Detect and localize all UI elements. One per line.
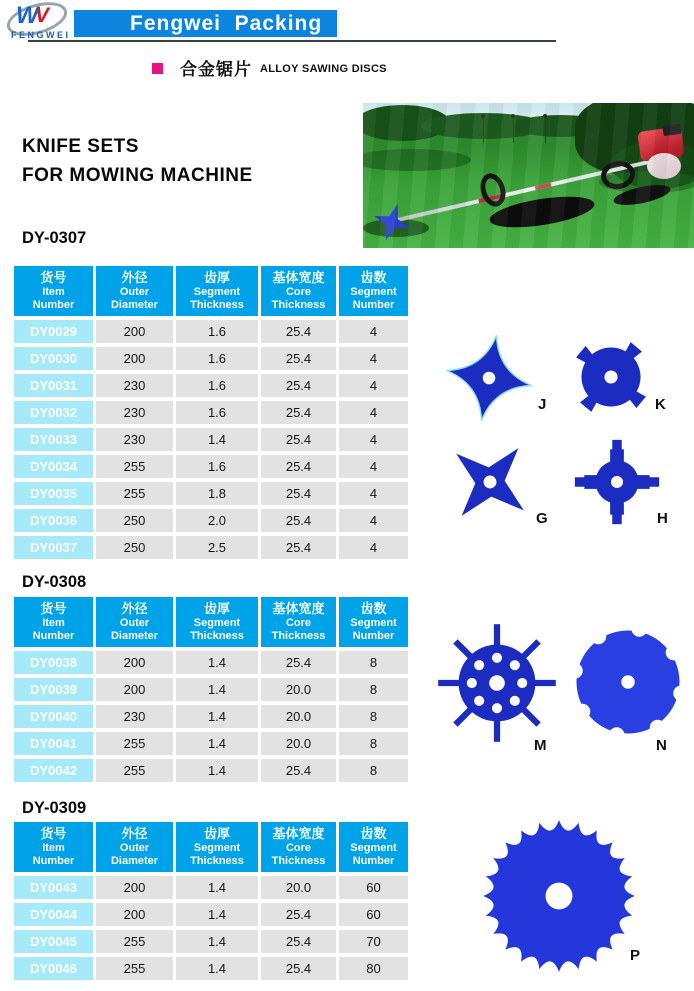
photo-grass-shadow bbox=[363, 149, 471, 171]
cell-value: 255 bbox=[96, 455, 173, 478]
cell-value: 255 bbox=[96, 482, 173, 505]
cell-value: 200 bbox=[96, 678, 173, 701]
spec-table-dy0308 bbox=[14, 597, 408, 782]
cell-value: 1.6 bbox=[176, 320, 258, 343]
cell-value: 1.8 bbox=[176, 482, 258, 505]
cell-value: 25.4 bbox=[261, 320, 336, 343]
cell-value: 200 bbox=[96, 320, 173, 343]
cell-value: 8 bbox=[339, 651, 408, 674]
cell-value: 1.4 bbox=[176, 876, 258, 899]
cell-value: 25.4 bbox=[261, 759, 336, 782]
column-header: 基体宽度 Core Thickness bbox=[261, 822, 336, 872]
cell-value: 1.4 bbox=[176, 732, 258, 755]
cell-value: 25.4 bbox=[261, 651, 336, 674]
spec-table-dy0309 bbox=[14, 822, 408, 980]
cell-value: 25.4 bbox=[261, 455, 336, 478]
blade-label: P bbox=[630, 947, 641, 964]
subtitle-row bbox=[152, 55, 387, 79]
blade-label: N bbox=[656, 737, 667, 754]
spec-table-dy0307 bbox=[14, 266, 408, 559]
cell-value: 1.4 bbox=[176, 930, 258, 953]
cell-item-number: DY0035 bbox=[14, 482, 93, 505]
column-header: 齿数 Segment Number bbox=[339, 597, 408, 647]
brush-cutter-engine-detail bbox=[662, 124, 681, 136]
cell-value: 25.4 bbox=[261, 957, 336, 980]
cell-value: 20.0 bbox=[261, 732, 336, 755]
cell-value: 1.4 bbox=[176, 957, 258, 980]
cell-value: 230 bbox=[96, 374, 173, 397]
cell-value: 4 bbox=[339, 374, 408, 397]
cell-item-number: DY0046 bbox=[14, 957, 93, 980]
photo-lamp-post bbox=[545, 117, 546, 143]
square-bullet-icon bbox=[152, 63, 163, 74]
cell-item-number: DY0031 bbox=[14, 374, 93, 397]
cell-value: 255 bbox=[96, 930, 173, 953]
cell-value: 20.0 bbox=[261, 876, 336, 899]
cell-value: 1.4 bbox=[176, 903, 258, 926]
cell-value: 2.5 bbox=[176, 536, 258, 559]
cell-value: 1.4 bbox=[176, 428, 258, 451]
cell-value: 25.4 bbox=[261, 374, 336, 397]
cell-value: 4 bbox=[339, 455, 408, 478]
blade-label: K bbox=[655, 396, 666, 413]
subtitle-english: ALLOY SAWING DISCS bbox=[260, 63, 387, 75]
cell-value: 230 bbox=[96, 428, 173, 451]
shaft-sticker bbox=[478, 193, 504, 203]
cell-value: 250 bbox=[96, 536, 173, 559]
column-header: 齿数 Segment Number bbox=[339, 822, 408, 872]
cell-value: 8 bbox=[339, 678, 408, 701]
cell-value: 4 bbox=[339, 509, 408, 532]
column-header: 货号 Item Number bbox=[14, 822, 93, 872]
photo-trees bbox=[513, 115, 608, 137]
blade-graphic-g bbox=[444, 436, 536, 528]
blade-graphic-p bbox=[480, 817, 641, 975]
logo-w-letter: W bbox=[16, 2, 39, 29]
column-header: 齿厚 Segment Thickness bbox=[176, 266, 258, 316]
cell-value: 80 bbox=[339, 957, 408, 980]
column-header: 外径 Outer Diameter bbox=[96, 266, 173, 316]
cell-item-number: DY0038 bbox=[14, 651, 93, 674]
header-title: Fengwei Packing bbox=[130, 11, 323, 35]
blade-graphic-j bbox=[444, 333, 534, 423]
photo-lamp-post bbox=[483, 117, 484, 143]
section-title-dy0309: DY-0309 bbox=[22, 799, 87, 817]
cell-value: 2.0 bbox=[176, 509, 258, 532]
engine-shadow bbox=[612, 181, 672, 209]
cell-value: 1.6 bbox=[176, 347, 258, 370]
cell-value: 1.4 bbox=[176, 705, 258, 728]
cell-value: 8 bbox=[339, 759, 408, 782]
cell-value: 60 bbox=[339, 876, 408, 899]
brush-cutter-engine-cover bbox=[647, 153, 681, 179]
brush-cutter-blade bbox=[368, 198, 416, 246]
photo-sky bbox=[363, 103, 694, 133]
brand-name: FENGWEI bbox=[11, 30, 71, 40]
cell-value: 25.4 bbox=[261, 903, 336, 926]
cell-value: 25.4 bbox=[261, 930, 336, 953]
cell-value: 20.0 bbox=[261, 705, 336, 728]
mowing-machine-photo bbox=[363, 103, 694, 248]
cell-value: 25.4 bbox=[261, 482, 336, 505]
cell-value: 200 bbox=[96, 903, 173, 926]
cell-value: 255 bbox=[96, 759, 173, 782]
cell-item-number: DY0032 bbox=[14, 401, 93, 424]
column-header: 齿数 Segment Number bbox=[339, 266, 408, 316]
cell-value: 4 bbox=[339, 482, 408, 505]
cell-value: 250 bbox=[96, 509, 173, 532]
column-header: 齿厚 Segment Thickness bbox=[176, 822, 258, 872]
cell-value: 230 bbox=[96, 705, 173, 728]
cell-value: 255 bbox=[96, 957, 173, 980]
cell-value: 4 bbox=[339, 347, 408, 370]
brush-cutter-engine bbox=[637, 126, 685, 162]
cell-value: 70 bbox=[339, 930, 408, 953]
brush-cutter-rear-handle bbox=[599, 158, 637, 191]
cell-value: 8 bbox=[339, 732, 408, 755]
cell-value: 1.4 bbox=[176, 678, 258, 701]
cell-value: 4 bbox=[339, 320, 408, 343]
cell-value: 4 bbox=[339, 536, 408, 559]
header-rule bbox=[28, 40, 556, 42]
blade-graphic-h bbox=[574, 439, 660, 525]
cell-value: 1.6 bbox=[176, 401, 258, 424]
cell-item-number: DY0042 bbox=[14, 759, 93, 782]
cell-value: 255 bbox=[96, 732, 173, 755]
logo-v-letter: V bbox=[35, 4, 50, 27]
cell-value: 1.4 bbox=[176, 651, 258, 674]
blade-label: G bbox=[536, 510, 548, 527]
column-header: 齿厚 Segment Thickness bbox=[176, 597, 258, 647]
cell-item-number: DY0044 bbox=[14, 903, 93, 926]
blade-label: J bbox=[538, 396, 547, 413]
column-header: 外径 Outer Diameter bbox=[96, 822, 173, 872]
page-title-line1: KNIFE SETS bbox=[22, 136, 139, 157]
cell-value: 1.4 bbox=[176, 759, 258, 782]
photo-trees bbox=[421, 113, 546, 139]
cell-value: 4 bbox=[339, 401, 408, 424]
cell-value: 25.4 bbox=[261, 509, 336, 532]
cell-value: 60 bbox=[339, 903, 408, 926]
cell-value: 200 bbox=[96, 876, 173, 899]
column-header: 货号 Item Number bbox=[14, 597, 93, 647]
subtitle-chinese: 合金锯片 bbox=[180, 59, 252, 79]
brush-cutter-handle bbox=[476, 170, 509, 210]
cell-item-number: DY0039 bbox=[14, 678, 93, 701]
photo-lamp-post bbox=[513, 117, 514, 143]
photo-trees bbox=[575, 103, 694, 175]
cell-item-number: DY0043 bbox=[14, 876, 93, 899]
cell-value: 25.4 bbox=[261, 401, 336, 424]
photo-mountains bbox=[448, 120, 598, 132]
column-header: 基体宽度 Core Thickness bbox=[261, 266, 336, 316]
page-title-line2: FOR MOWING MACHINE bbox=[22, 165, 253, 186]
cell-value: 200 bbox=[96, 347, 173, 370]
shaft-sticker bbox=[535, 183, 551, 190]
cell-value: 20.0 bbox=[261, 678, 336, 701]
cell-value: 25.4 bbox=[261, 428, 336, 451]
brush-cutter-shaft bbox=[393, 158, 659, 223]
column-header: 货号 Item Number bbox=[14, 266, 93, 316]
cell-value: 4 bbox=[339, 428, 408, 451]
blade-label: H bbox=[657, 510, 668, 527]
photo-trees bbox=[363, 105, 450, 141]
cell-value: 1.6 bbox=[176, 455, 258, 478]
cell-value: 8 bbox=[339, 705, 408, 728]
cell-value: 25.4 bbox=[261, 347, 336, 370]
photo-grass-shadow bbox=[599, 171, 694, 193]
cell-item-number: DY0036 bbox=[14, 509, 93, 532]
column-header: 外径 Outer Diameter bbox=[96, 597, 173, 647]
blade-graphic-m bbox=[437, 623, 557, 743]
blade-label: M bbox=[534, 737, 547, 754]
cell-value: 230 bbox=[96, 401, 173, 424]
header-bar bbox=[74, 10, 337, 37]
photo-trees bbox=[611, 141, 694, 189]
cell-item-number: DY0030 bbox=[14, 347, 93, 370]
cell-item-number: DY0029 bbox=[14, 320, 93, 343]
section-title-dy0307: DY-0307 bbox=[22, 229, 87, 247]
column-header: 基体宽度 Core Thickness bbox=[261, 597, 336, 647]
cell-item-number: DY0045 bbox=[14, 930, 93, 953]
cell-value: 1.6 bbox=[176, 374, 258, 397]
cell-item-number: DY0037 bbox=[14, 536, 93, 559]
photo-blade-shadow bbox=[363, 219, 429, 237]
cell-item-number: DY0033 bbox=[14, 428, 93, 451]
cell-item-number: DY0040 bbox=[14, 705, 93, 728]
cell-value: 200 bbox=[96, 651, 173, 674]
brush-cutter-guard bbox=[488, 191, 597, 233]
blade-graphic-n bbox=[572, 626, 684, 738]
cell-item-number: DY0041 bbox=[14, 732, 93, 755]
cell-item-number: DY0034 bbox=[14, 455, 93, 478]
cell-value: 25.4 bbox=[261, 536, 336, 559]
blade-graphic-k bbox=[570, 336, 652, 418]
section-title-dy0308: DY-0308 bbox=[22, 573, 87, 591]
